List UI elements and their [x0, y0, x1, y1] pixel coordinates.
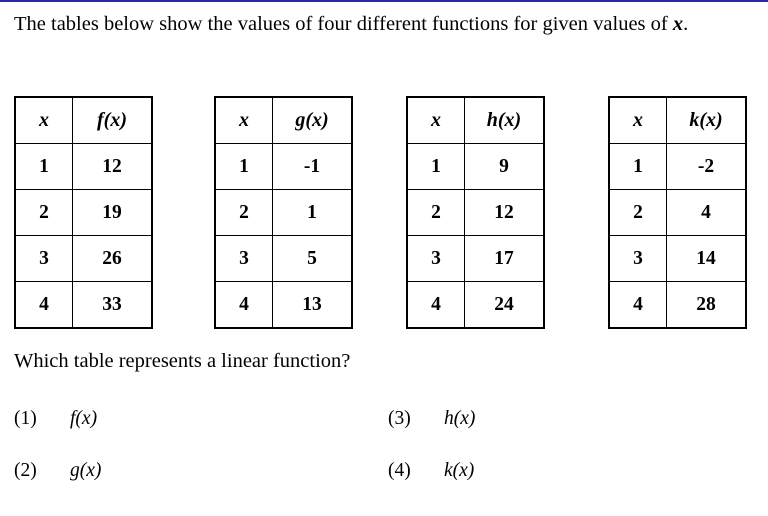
cell-y: 1 — [273, 190, 353, 236]
table-header-row — [407, 97, 544, 144]
table-row — [609, 282, 746, 329]
header-x: x — [215, 97, 273, 144]
top-rule-divider — [0, 0, 768, 2]
prompt-variable: x — [672, 13, 684, 35]
choice-number: (2) — [14, 460, 37, 481]
table-header-row — [609, 97, 746, 144]
table-row — [15, 236, 152, 282]
header-kx: k(x) — [667, 97, 747, 144]
choice-label: h(x) — [444, 408, 476, 429]
cell-y: 24 — [465, 282, 545, 329]
header-x: x — [407, 97, 465, 144]
cell-x: 3 — [609, 236, 667, 282]
answer-choice-2[interactable] — [14, 460, 101, 482]
cell-x: 4 — [407, 282, 465, 329]
cell-x: 3 — [407, 236, 465, 282]
function-table-h — [406, 96, 545, 329]
function-table-k — [608, 96, 747, 329]
cell-y: 13 — [273, 282, 353, 329]
cell-y: 19 — [73, 190, 153, 236]
choice-number: (4) — [388, 460, 411, 481]
cell-y: 14 — [667, 236, 747, 282]
function-tables-group — [14, 96, 758, 315]
header-fx: f(x) — [73, 97, 153, 144]
table-header-row — [15, 97, 152, 144]
choice-number: (3) — [388, 408, 411, 429]
cell-y: 26 — [73, 236, 153, 282]
table-row — [15, 282, 152, 329]
table-row — [215, 144, 352, 190]
header-gx: g(x) — [273, 97, 353, 144]
answer-choice-3[interactable] — [388, 408, 475, 430]
header-x: x — [609, 97, 667, 144]
cell-y: 17 — [465, 236, 545, 282]
table-row — [609, 190, 746, 236]
cell-x: 1 — [15, 144, 73, 190]
cell-x: 4 — [609, 282, 667, 329]
table-row — [215, 236, 352, 282]
cell-y: 5 — [273, 236, 353, 282]
table-row — [609, 144, 746, 190]
table-row — [215, 282, 352, 329]
table-row — [15, 190, 152, 236]
choice-label: k(x) — [444, 460, 475, 481]
prompt-line-1: The tables below show the values of four different functions for given — [14, 13, 589, 35]
cell-x: 2 — [215, 190, 273, 236]
table-row — [215, 190, 352, 236]
choice-label: g(x) — [70, 460, 102, 481]
cell-x: 1 — [609, 144, 667, 190]
cell-y: 28 — [667, 282, 747, 329]
table-row — [407, 144, 544, 190]
table-row — [609, 236, 746, 282]
answer-choice-1[interactable] — [14, 408, 97, 430]
header-hx: h(x) — [465, 97, 545, 144]
cell-x: 4 — [15, 282, 73, 329]
table-row — [407, 236, 544, 282]
cell-x: 1 — [407, 144, 465, 190]
answer-choice-4[interactable] — [388, 460, 474, 482]
question-text: Which table represents a linear function? — [14, 350, 351, 372]
cell-x: 2 — [407, 190, 465, 236]
cell-x: 1 — [215, 144, 273, 190]
cell-y: 4 — [667, 190, 747, 236]
cell-y: 12 — [465, 190, 545, 236]
cell-x: 4 — [215, 282, 273, 329]
cell-y: 33 — [73, 282, 153, 329]
function-table-f — [14, 96, 153, 329]
cell-x: 3 — [15, 236, 73, 282]
cell-y: -2 — [667, 144, 747, 190]
prompt-line-2-end: . — [683, 13, 689, 35]
cell-x: 2 — [609, 190, 667, 236]
choice-label: f(x) — [70, 408, 98, 429]
table-row — [15, 144, 152, 190]
choice-number: (1) — [14, 408, 37, 429]
prompt-text — [14, 10, 714, 39]
cell-y: -1 — [273, 144, 353, 190]
table-row — [407, 190, 544, 236]
cell-x: 2 — [15, 190, 73, 236]
cell-y: 12 — [73, 144, 153, 190]
function-table-g — [214, 96, 353, 329]
header-x: x — [15, 97, 73, 144]
prompt-line-2-start: values of — [593, 13, 668, 35]
table-header-row — [215, 97, 352, 144]
table-row — [407, 282, 544, 329]
cell-y: 9 — [465, 144, 545, 190]
cell-x: 3 — [215, 236, 273, 282]
